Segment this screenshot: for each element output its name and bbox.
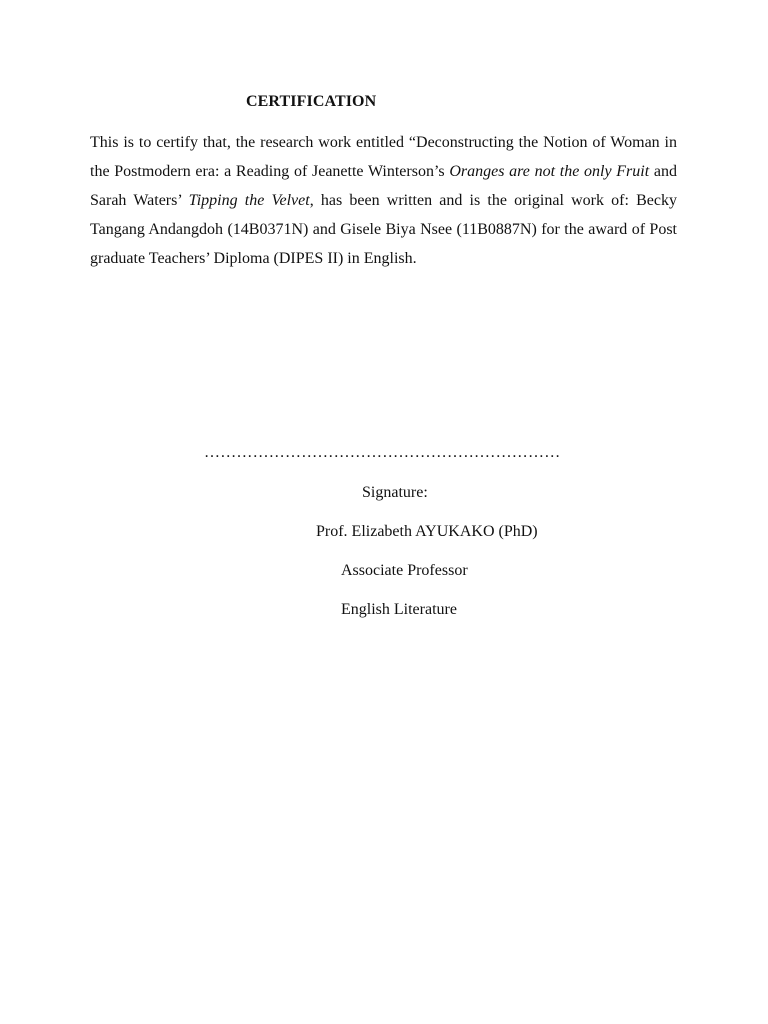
book-title-oranges: Oranges are not the only Fruit xyxy=(449,163,650,180)
certification-paragraph xyxy=(90,128,677,273)
signatory-name: Prof. Elizabeth AYUKAKO (PhD) xyxy=(316,523,538,540)
paragraph-text-2: and Sarah Waters’ xyxy=(90,163,678,209)
signatory-title: Associate Professor xyxy=(341,562,468,579)
signature-dots: ………………………………………………………… xyxy=(204,444,561,461)
page-title: CERTIFICATION xyxy=(246,93,377,110)
book-title-velvet: Tipping the Velvet xyxy=(188,192,310,209)
paragraph-text-3: , has been written and is the original work of: Becky Tangang Andangdoh (14B0371N) and Gisele Biya Nsee (11B0887N) for the award of Post graduate Teachers’ Diploma (DIPES II) in English. xyxy=(90,192,677,267)
signatory-department: English Literature xyxy=(341,601,457,618)
signature-label: Signature: xyxy=(362,484,428,501)
paragraph-text-1: This is to certify that, the research work entitled “Deconstructing the Notion of Woman in the Postmodern era: a Reading of Jeanette Winterson’s xyxy=(90,134,677,180)
signature-line xyxy=(204,444,560,462)
